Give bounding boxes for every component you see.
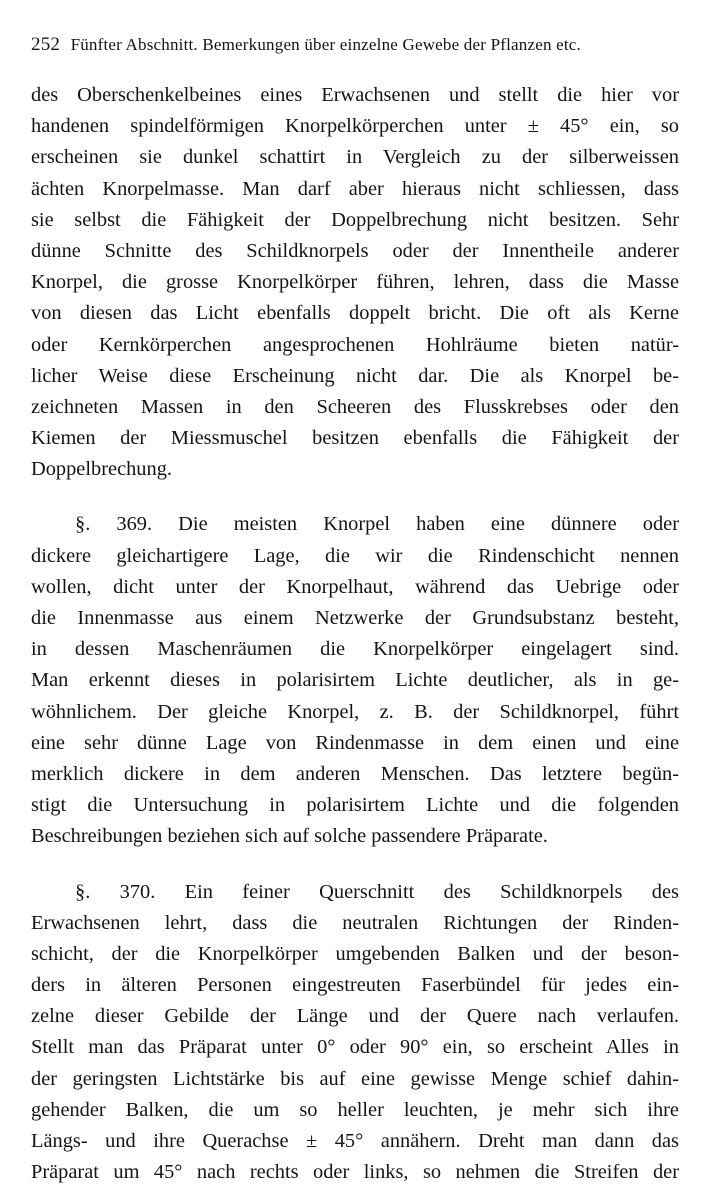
text-line: erscheinen sie dunkel schattirt in Vergleich zu der silberweissen — [31, 146, 679, 169]
text-line: Knorpel, die grosse Knorpelkörper führen, lehren, dass die Masse — [31, 271, 679, 294]
text-line: oder Kernkörperchen angesprochenen Hohlräume bieten natür- — [31, 333, 679, 356]
text-line: stigt die Untersuchung in polarisirtem Lichte und die folgenden — [31, 794, 679, 817]
text-line: sie selbst die Fähigkeit der Doppelbrechung nicht besitzen. Sehr — [31, 208, 679, 231]
text-line: die Innenmasse aus einem Netzwerke der Grundsubstanz besteht, — [31, 607, 679, 629]
paragraph-section-370 — [31, 877, 679, 1189]
text-line: §. 370. Ein feiner Querschnitt des Schildknorpels des — [75, 880, 679, 903]
text-line: Man erkennt dieses in polarisirtem Lichte deutlicher, als in ge- — [31, 669, 679, 692]
text-line: des Oberschenkelbeines eines Erwachsenen und stellt die hier vor — [31, 84, 679, 106]
text-line: zelne dieser Gebilde der Länge und der Quere nach verlaufen. — [31, 1005, 679, 1028]
page-number: 252 — [31, 34, 61, 55]
text-line: Beschreibungen beziehen sich auf solche passendere Präparate. — [31, 825, 548, 848]
text-line: §. 369. Die meisten Knorpel haben eine dünnere oder — [75, 513, 679, 536]
text-line: in dessen Maschenräumen die Knorpelkörper eingelagert sind. — [31, 638, 679, 661]
text-line: ders in älteren Personen eingestreuten Faserbündel für jedes ein- — [31, 974, 679, 997]
paragraph-section-369 — [31, 509, 679, 852]
text-line: wollen, dicht unter der Knorpelhaut, während das Uebrige oder — [31, 575, 679, 598]
text-line: der geringsten Lichtstärke bis auf eine gewisse Menge schief dahin- — [31, 1067, 679, 1090]
text-line: Längs- und ihre Querachse ± 45° annähern. Dreht man dann das — [31, 1130, 679, 1152]
text-line: Kiemen der Miessmuschel besitzen ebenfalls die Fähigkeit der — [31, 427, 679, 450]
text-line: dickere gleichartigere Lage, die wir die Rindenschicht nennen — [31, 544, 679, 567]
body-text — [31, 80, 679, 1188]
text-line: merklich dickere in dem anderen Menschen. Das letztere begün- — [31, 762, 679, 785]
text-line: von diesen das Licht ebenfalls doppelt bricht. Die oft als Kerne — [31, 302, 679, 325]
paragraph-gap — [31, 485, 679, 509]
text-line: gehender Balken, die um so heller leuchten, je mehr sich ihre — [31, 1098, 679, 1121]
text-line: Erwachsenen lehrt, dass die neutralen Richtungen der Rinden- — [31, 911, 679, 934]
text-line: wöhnlichem. Der gleiche Knorpel, z. B. der Schildknorpel, führt — [31, 700, 679, 723]
text-line: ächten Knorpelmasse. Man darf aber hieraus nicht schliessen, dass — [31, 177, 679, 200]
text-line: Präparat um 45° nach rechts oder links, so nehmen die Streifen der — [31, 1161, 679, 1184]
text-line: zeichneten Massen in den Scheeren des Flusskrebses oder den — [31, 395, 679, 418]
text-line: licher Weise diese Erscheinung nicht dar. Die als Knorpel be- — [31, 364, 679, 387]
text-line: handenen spindelförmigen Knorpelkörperchen unter ± 45° ein, so — [31, 115, 679, 138]
paragraph-gap — [31, 853, 679, 877]
text-line: schicht, der die Knorpelkörper umgebenden Balken und der beson- — [31, 942, 679, 965]
text-line: dünne Schnitte des Schildknorpels oder der Innentheile anderer — [31, 239, 679, 262]
text-line: Stellt man das Präparat unter 0° oder 90° ein, so erscheint Alles in — [31, 1036, 679, 1059]
paragraph-continuation — [31, 80, 679, 485]
running-header — [31, 34, 681, 56]
text-line: eine sehr dünne Lage von Rindenmasse in dem einen und eine — [31, 731, 679, 754]
text-line: Doppelbrechung. — [31, 458, 172, 481]
running-title: Fünfter Abschnitt. Bemerkungen über einzelne Gewebe der Pflanzen etc. — [70, 35, 581, 54]
